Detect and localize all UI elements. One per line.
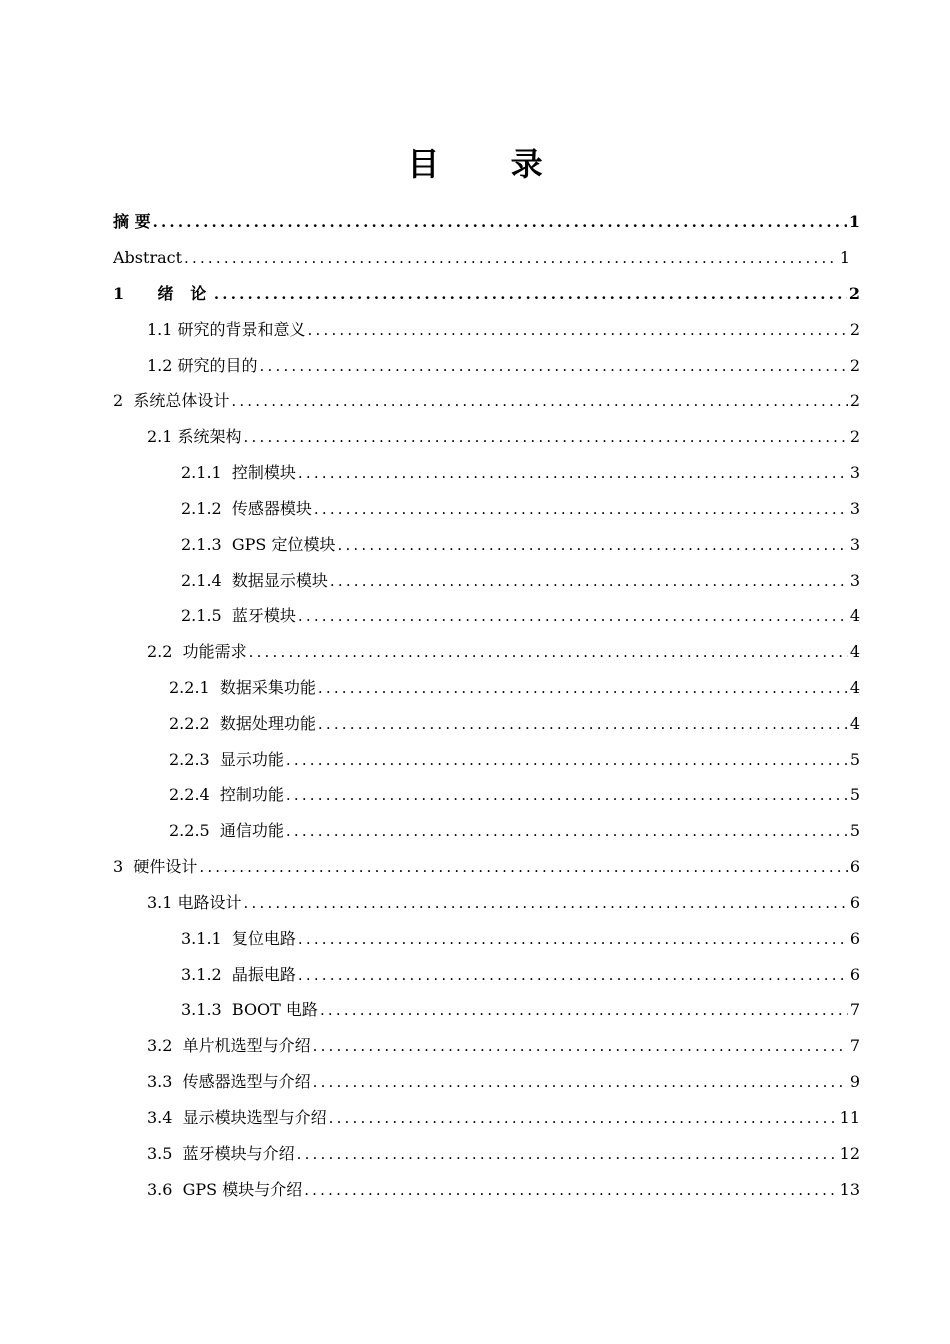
toc-entry-2-1-5[interactable] <box>181 602 860 626</box>
toc-entry-page: 6 <box>849 893 860 912</box>
dot-leader <box>286 785 848 805</box>
toc-entry-2-2-1[interactable] <box>169 674 860 698</box>
dot-leader <box>304 1180 837 1200</box>
toc-entry-abstract-cn[interactable] <box>113 208 860 232</box>
toc-entry-page: 2 <box>849 427 860 446</box>
toc-entry-1-2[interactable] <box>147 352 860 376</box>
dot-leader <box>184 248 838 268</box>
dot-leader <box>314 499 848 519</box>
toc-entry-label: 3.2 单片机选型与介绍 <box>147 1036 311 1055</box>
dot-leader <box>153 212 847 232</box>
dot-leader <box>298 463 848 483</box>
toc-entry-label: 2.1.4 数据显示模块 <box>181 571 328 590</box>
toc-entry-label: 2 系统总体设计 <box>113 391 230 410</box>
toc-entry-label: 2.2.5 通信功能 <box>169 821 284 840</box>
toc-entry-2-1-2[interactable] <box>181 495 860 519</box>
toc-entry-2-2[interactable] <box>147 638 860 662</box>
toc-title: 目 录 <box>407 145 573 183</box>
toc-entry-page: 6 <box>849 965 860 984</box>
toc-entry-label: 2.1.2 传感器模块 <box>181 499 312 518</box>
dot-leader <box>313 1036 848 1056</box>
toc-entry-3-1-3[interactable] <box>181 996 860 1020</box>
toc-entry-page: 12 <box>839 1144 860 1163</box>
toc-entry-page: 5 <box>849 750 860 769</box>
toc-entry-page: 4 <box>849 714 860 733</box>
toc-entry-page: 7 <box>849 1000 860 1019</box>
toc-entry-3-5[interactable] <box>147 1140 860 1164</box>
dot-leader <box>318 678 848 698</box>
toc-entry-2-2-3[interactable] <box>169 746 860 770</box>
toc-entry-page: 3 <box>849 571 860 590</box>
toc-entry-3-2[interactable] <box>147 1032 860 1056</box>
toc-entry-chapter-3[interactable] <box>113 853 860 877</box>
toc-entry-3-1[interactable] <box>147 889 860 913</box>
dot-leader <box>297 1144 838 1164</box>
toc-entry-3-1-1[interactable] <box>181 925 860 949</box>
toc-entry-2-1-3[interactable] <box>181 531 860 555</box>
toc-entry-2-1-1[interactable] <box>181 459 860 483</box>
toc-entry-page: 7 <box>849 1036 860 1055</box>
toc-entry-3-1-2[interactable] <box>181 961 860 985</box>
toc-entry-page: 4 <box>849 606 860 625</box>
toc-entry-label: 3.1 电路设计 <box>147 893 242 912</box>
toc-entry-page: 2 <box>849 356 860 375</box>
dot-leader <box>260 356 848 376</box>
toc-entry-page: 6 <box>849 857 860 876</box>
toc-entry-page: 2 <box>849 391 860 410</box>
dot-leader <box>298 965 848 985</box>
dot-leader <box>286 750 848 770</box>
toc-entry-label: 3 硬件设计 <box>113 857 198 876</box>
dot-leader <box>329 1108 838 1128</box>
toc-entry-2-1-4[interactable] <box>181 567 860 591</box>
toc-entry-page: 3 <box>849 535 860 554</box>
dot-leader <box>298 606 848 626</box>
toc-entry-label: 2.1.1 控制模块 <box>181 463 296 482</box>
toc-entry-page: 2 <box>849 320 860 339</box>
toc-entry-page: 1 <box>848 212 860 231</box>
toc-entry-label: 3.1.2 晶振电路 <box>181 965 296 984</box>
dot-leader <box>286 821 848 841</box>
toc-entry-page: 3 <box>849 463 860 482</box>
toc-entry-label: 3.1.3 BOOT 电路 <box>181 1000 318 1019</box>
toc-entry-label: 3.4 显示模块选型与介绍 <box>147 1108 327 1127</box>
toc-entry-label: 2.2.2 数据处理功能 <box>169 714 316 733</box>
toc-entry-3-6[interactable] <box>147 1176 860 1200</box>
dot-leader <box>199 857 847 877</box>
toc-entry-2-1[interactable] <box>147 423 860 447</box>
toc-entry-page: 5 <box>849 785 860 804</box>
toc-entry-page: 11 <box>839 1108 860 1127</box>
toc-entry-page: 6 <box>849 929 860 948</box>
dot-leader <box>214 284 847 304</box>
toc-entry-label: 2.2.3 显示功能 <box>169 750 284 769</box>
toc-entry-label: 2.2 功能需求 <box>147 642 247 661</box>
toc-entry-label: 3.3 传感器选型与介绍 <box>147 1072 311 1091</box>
dot-leader <box>318 714 848 734</box>
toc-entry-3-4[interactable] <box>147 1104 860 1128</box>
toc-entry-page: 13 <box>839 1180 860 1199</box>
toc-entry-label: 1.2 研究的目的 <box>147 356 258 375</box>
dot-leader <box>313 1072 848 1092</box>
toc-entry-label: 1 绪 论 <box>113 284 212 303</box>
toc-entry-label: 2.1.3 GPS 定位模块 <box>181 535 336 554</box>
dot-leader <box>244 893 848 913</box>
toc-entry-label: 3.6 GPS 模块与介绍 <box>147 1180 303 1199</box>
dot-leader <box>320 1000 848 1020</box>
toc-entry-page: 1 <box>839 248 850 267</box>
toc-entry-chapter-2[interactable] <box>113 387 860 411</box>
toc-entry-page: 4 <box>849 678 860 697</box>
toc-entry-label: Abstract <box>113 248 183 267</box>
toc-entry-2-2-2[interactable] <box>169 710 860 734</box>
toc-entry-page: 4 <box>849 642 860 661</box>
toc-entry-2-2-4[interactable] <box>169 781 860 805</box>
dot-leader <box>298 929 848 949</box>
toc-entry-label: 2.1 系统架构 <box>147 427 242 446</box>
toc-entry-1-1[interactable] <box>147 316 860 340</box>
toc-entry-label: 2.2.1 数据采集功能 <box>169 678 316 697</box>
toc-entry-chapter-1[interactable] <box>113 280 860 304</box>
dot-leader <box>244 427 848 447</box>
dot-leader <box>330 571 848 591</box>
dot-leader <box>231 391 847 411</box>
toc-entry-3-3[interactable] <box>147 1068 860 1092</box>
toc-entry-label: 摘 要 <box>113 212 151 231</box>
toc-entry-page: 5 <box>849 821 860 840</box>
toc-entry-2-2-5[interactable] <box>169 817 860 841</box>
dot-leader <box>337 535 847 555</box>
toc-entry-page: 3 <box>849 499 860 518</box>
toc-entry-label: 2.1.5 蓝牙模块 <box>181 606 296 625</box>
toc-entry-label: 3.5 蓝牙模块与介绍 <box>147 1144 295 1163</box>
toc-entry-label: 2.2.4 控制功能 <box>169 785 284 804</box>
dot-leader <box>249 642 848 662</box>
toc-entry-page: 2 <box>848 284 860 303</box>
toc-entry-abstract-en[interactable] <box>113 244 850 268</box>
toc-entry-label: 3.1.1 复位电路 <box>181 929 296 948</box>
dot-leader <box>308 320 848 340</box>
toc-entry-label: 1.1 研究的背景和意义 <box>147 320 306 339</box>
toc-entry-page: 9 <box>849 1072 860 1091</box>
